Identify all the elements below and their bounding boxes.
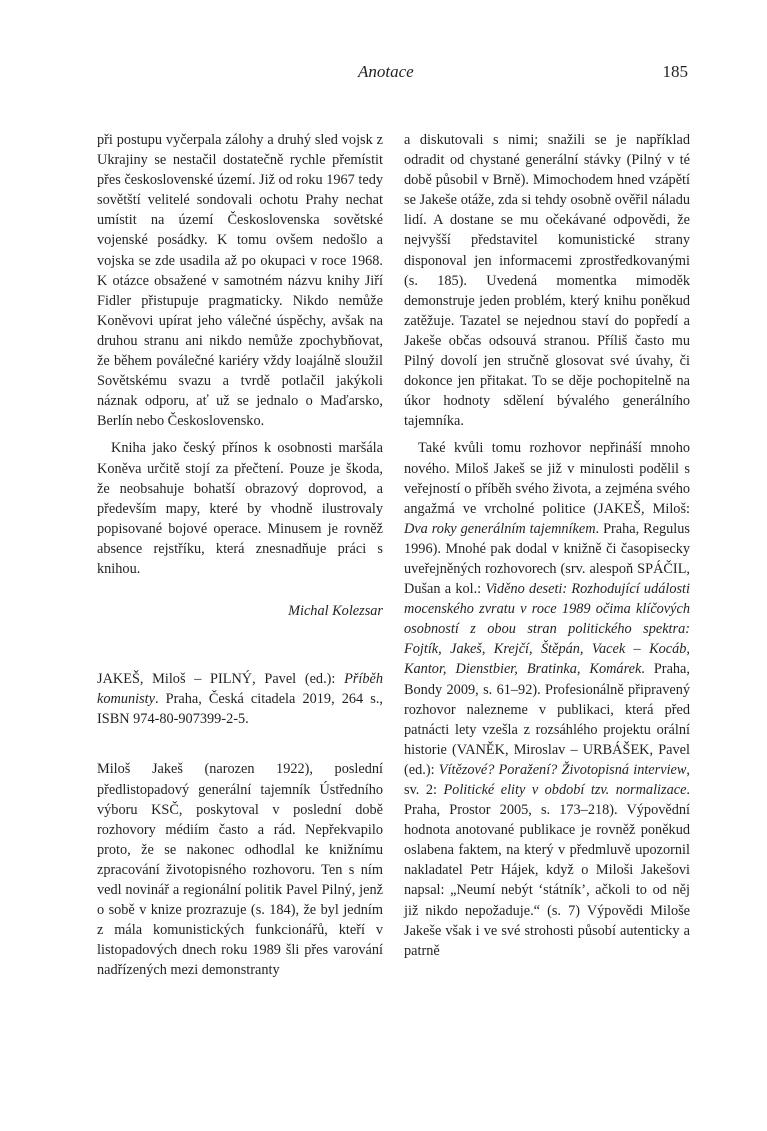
right-column [404,130,690,961]
running-header [0,62,767,86]
citation-title: Příběh komunisty [97,671,383,708]
text-run: . Praha, Bondy 2009, s. 61–92). Profesionálně připravený rozhovor nalezneme v publikaci, která před patnácti lety vzešla z rozsáhlého projektu orální historie (VANĚK, Miroslav – URBÁŠEK, Pavel (ed.): [404,661,690,778]
page-number: 185 [662,62,688,81]
text-run: . Praha, Regulus 1996). Mnohé pak dodal v knižně či časopisecky uveřejněných rozhovorech (srv. alespoň SPÁČIL, Dušan a kol.: [404,520,690,598]
paragraph [404,438,690,960]
citation-publication: . Praha, Česká citadela 2019, 264 s., ISBN 974-80-907399-2-5. [97,691,383,728]
paragraph: a diskutovali s nimi; snažili se je například odradit od chystané generální stávky (Pilný v té době působil v Brně). Mimochodem hned vzápětí se Jakeše otáže, zda si tehdy osobně ověřil náladu lidí. A dostane se mu očekávané odpovědi, že nejvyšší představitel komunistické strany disponoval jen informacemi zprostředkovanými (s. 185). Uvedená momentka mimoděk demonstruje jeden problém, který knihu poněkud zatěžuje. Tazatel se nejednou staví do popředí a Jakeše občas odsouvá stranou. Příliš často mu Pilný dovolí jen stručně glosovat své úvahy, či dokonce jen přitakat. To se děje pochopitelně na úkor hodnoty sdělení bývalého generálního tajemníka. [404,132,690,430]
left-column [97,130,383,980]
italic-title: Politické elity v období tzv. normalizace [443,782,687,798]
text-run: Také kvůli tomu rozhovor nepřináší mnoho nového. Miloš Jakeš se již v minulosti podělil s veřejností o příběh svého života, a zejména svého angažmá ve vrcholné politice (JAKEŠ, Miloš: [404,440,690,517]
paragraph: Miloš Jakeš (narozen 1922), poslední předlistopadový generální tajemník Ústředního výboru KSČ, poskytoval v poslední době rozhovory médiím často a rád. Nepřekvapilo proto, že se nakonec odhodlal ke knižnímu zpracování životopisného rozhovoru. Ten s ním vedl novinář a regionální politik Pavel Pilný, jenž o sobě v knize prozrazuje (s. 184), že byl jedním z mála komunistických funkcionářů, kteří v listopadových dnech roku 1989 šli přes varování nadřízených mezi demonstranty [97,761,383,979]
book-citation [97,669,383,729]
running-title: Anotace [358,62,414,81]
review-signature: Michal Kolezsar [288,603,383,620]
text-run: , sv. 2: [404,761,690,798]
paragraph: Kniha jako český přínos k osobnosti maršála Koněva určitě stojí za přečtení. Pouze je škoda, že neobsahuje bohatší obrazový doprovod, a především mapy, které by vhodně ilustrovaly popisované bojové operace. Minusem je rovněž absence rejstříku, která znesnadňuje práci s knihou. [97,440,383,577]
paragraph: při postupu vyčerpala zálohy a druhý sled vojsk z Ukrajiny se nestačil dostatečně rychle přemístit přes československé území. Již od roku 1967 tedy sovětští velitelé sondovali ochotu Prahy nechat umístit na území Československa sovětské vojenské posádky. K tomu ovšem nedošlo a vojska se zde usadila až po okupaci v roce 1968. K otázce obsažené v samotném názvu knihy Jiří Fidler přistupuje pragmaticky. Nikdo nemůže Koněvovi upírat jeho válečné úspěchy, avšak na druhou stranu ani nikdo nemůže zpochybňovat, že během poválečné kariéry vždy loajálně sloužil Sovětskému svazu a tvrdě potlačil jakýkoli náznak odporu, ať už se jednalo o Maďarsko, Berlín nebo Československo. [97,132,383,430]
italic-title: Vítězové? Poražení? Životopisná interview [438,761,687,778]
citation-authors: JAKEŠ, Miloš – PILNÝ, Pavel (ed.): [97,671,345,688]
italic-title: Viděno deseti: Rozhodující události mocenského zvratu v roce 1989 očima klíčových osobností z obou stran politického spektra: Fojtík, Jakeš, Krejčí, Štěpán, Vacek – Kocáb, Kantor, Dienstbier, Bratinka, Komárek [404,581,690,678]
italic-title: Dva roky generálním tajemníkem [404,520,596,537]
text-run: . Praha, Prostor 2005, s. 173–218). Výpovědní hodnota anotované publikace je rovněž poněkud oslabena faktem, na který v předmluvě upozornil nakladatel Petr Hájek, když o Miloši Jakešovi napsal: „Neumí nebýt ‘státník’, ačkoli to od něj již nikdo nepožaduje.“ (s. 7) Výpovědi Miloše Jakeše však i ve své strohosti působí autenticky a patrně [404,782,690,959]
